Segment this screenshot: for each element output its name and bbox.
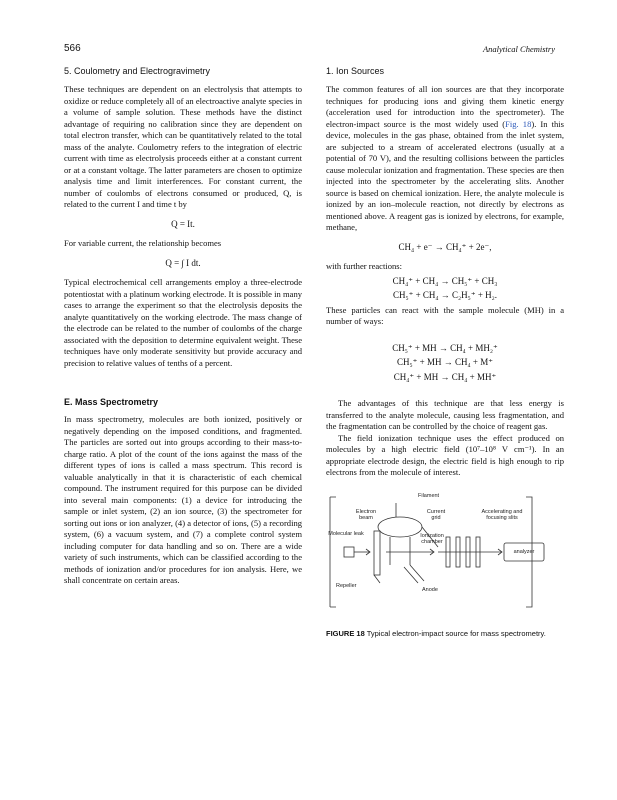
paragraph: These particles can react with the sample molecule (MH) in a number of ways: (326, 304, 564, 326)
paragraph: The field ionization technique uses the effect produced on molecules by a high electric field (10⁷–10⁸ V cm⁻¹). In an appropriate electrode design, the electric field is high enough to rip electrons from the molecule of interest. (326, 432, 564, 477)
right-column (326, 66, 564, 638)
equation: CH₄⁺ + MH → CH₄ + MH⁺ (393, 371, 497, 382)
paragraph: The advantages of this technique are that less energy is transferred to the analyte molecule, causing less fragmentation, and the fragmentation can be controlled by the choice of reagent gas. (326, 398, 564, 431)
label-filament: Filament (418, 492, 440, 499)
running-header: Analytical Chemistry (482, 44, 555, 54)
paragraph: These techniques are dependent on an electrolysis that attempts to oxidize or reduce completely all of an electroactive analyte species in a volume of sample solution. These methods have the distinct advantage of requiring no calibration since they are dependent on total electron transfer, which can be quantitatively related to the total mass of the analyte. Coulometry refers to the integration of electric current with time as electrolysis proceeds either at a constant current or at a constant voltage. The latter parameters are chosen to optimize analysis time and limit interferences. For constant current, the number of coulombs of electrons consumed or produced, Q, is related to the current I and time t by (64, 84, 302, 209)
label-molecular-leak: Molecular leak (328, 530, 364, 537)
paragraph: Typical electrochemical cell arrangements employ a three-electrode potentiostat with a platinum working electrode. It is possible in many cases to arrange the experiment so that the electrolysis deposits the analyte quantitatively on the working electrode. The mass change of the electrode can be related to the number of coulombs of the charge associated with the deposition to determine equivalent weight. These techniques have only moderate sensitivity but provide accuracy and precision to relative values of tenths of a percent. (64, 277, 302, 368)
equation: CH₅⁺ + CH₄ → C₂H₅⁺ + H₂. (392, 290, 498, 300)
equation: CH₄⁺ + CH₄ → CH₅⁺ + CH₃ (392, 275, 498, 286)
section-title-ion-sources: 1. Ion Sources (326, 66, 385, 76)
label-repeller: Repeller (336, 582, 357, 589)
equation-q-it: Q = It. (171, 218, 195, 229)
label-accelerating-slits: Accelerating and focusing slits (481, 508, 523, 521)
paragraph: For variable current, the relationship becomes (64, 238, 222, 248)
figure-18-diagram (326, 487, 564, 625)
label-electron-beam: Electron beam (355, 508, 377, 521)
label-analyzer: analyzer (513, 548, 535, 555)
figure-link[interactable]: Fig. 18 (505, 118, 532, 129)
left-column (64, 66, 302, 587)
figure-caption: FIGURE 18 Typical electron-impact source for mass spectrometry. (326, 628, 546, 638)
equation-methane: CH₄ + e⁻ → CH₄⁺ + 2e⁻, (398, 241, 492, 252)
section-title-coulometry: 5. Coulometry and Electrogravimetry (64, 66, 211, 76)
page-number: 566 (64, 43, 81, 54)
paragraph: with further reactions: (326, 261, 402, 271)
equation: CH₅⁺ + MH → CH₄ + MH₂⁺ (392, 342, 498, 353)
ion-source-diagram (326, 487, 564, 625)
equation-q-integral: Q = ∫ I dt. (165, 257, 201, 268)
label-current-grid: Current grid (426, 508, 446, 521)
label-ionization-chamber: Ionization chamber (420, 532, 444, 545)
equation: CH₅⁺ + MH → CH₄ + M⁺ (397, 357, 493, 367)
paragraph: In mass spectrometry, molecules are both ionized, positively or negatively depending on the imposed conditions, and fragmented. The particles are sorted out into groups according to their mass-to-charge ratio. A plot of the count of the ions against the mass of the different types of ions is called a mass spectrum. This record is valuable analytically in that it is characteristic of each chemical compound. The instrument required for this purpose can be divided into several main components: (1) a device for introducing the sample or inlet system, (2) an ion source, (3) the spectrometer for sorting out ions or ion analyzer, (4) a detector of ions, (5) a recording system, (6) a vacuum system, and (7) a complete control system including computer for data handling and so on. There are a wide variety of such instruments, which can be classified according to the methods of ionization and/or procedures for ion analysis. Here, we shall concentrate on certain areas. (64, 414, 302, 585)
paragraph: The common features of all ion sources are that they incorporate techniques for producing ions and giving them kinetic energy (acceleration used for introduction into the spectrometer). The electron-impact source is the most widely used (Fig. 18). In this device, molecules in the gas phase, obtained from the inlet system, are subjected to a stream of accelerated electrons (usually at a potential of 70 V), and the resulting collisions between the particles cause molecular ionization and fragmentation. These species are then injected into the spectrometer by the accelerating slits. Another source is based on chemical ionization. Here, the analyte molecule is ionized by an ion–molecule reaction, not directly by electrons as mentioned above. A reagent gas is ionized by electrons, for example, methane, (326, 84, 564, 232)
section-title-mass-spectrometry: E. Mass Spectrometry (64, 397, 159, 407)
label-anode: Anode (422, 586, 438, 593)
